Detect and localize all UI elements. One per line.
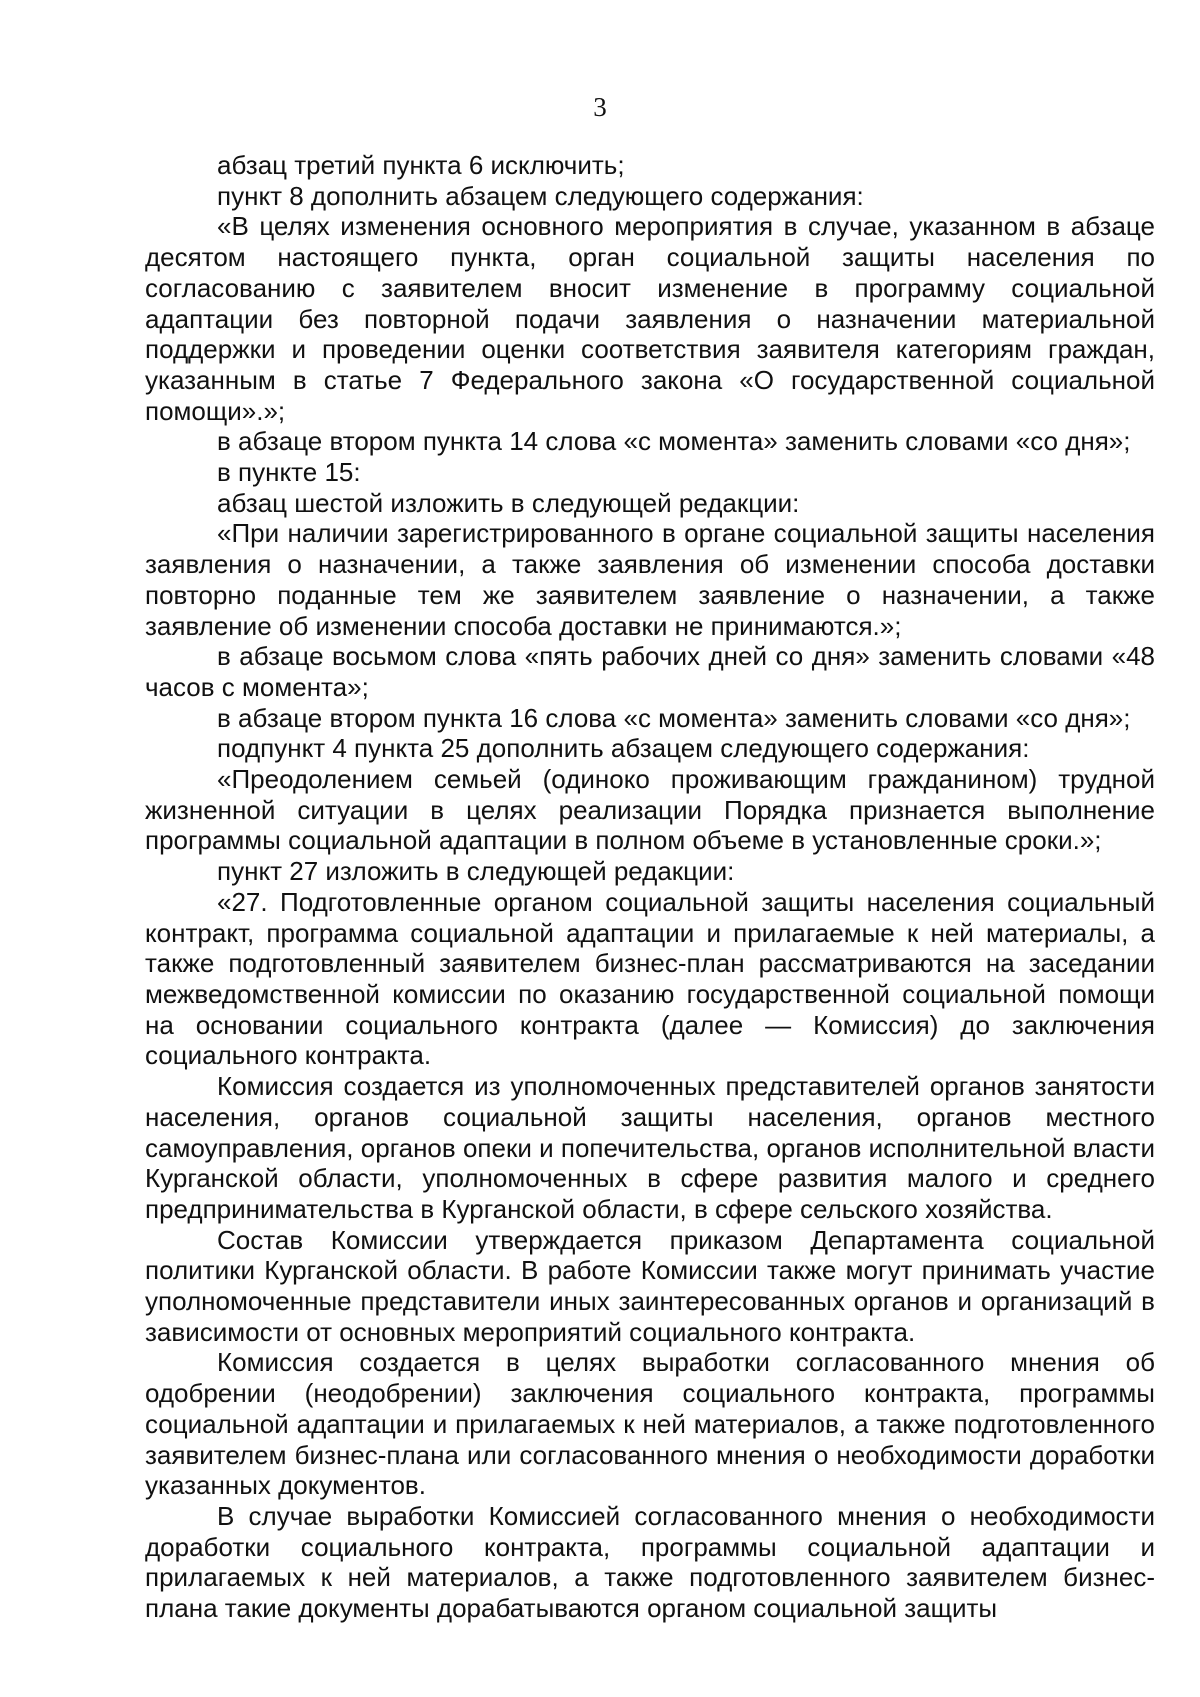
paragraph: в пункте 15: <box>217 457 361 488</box>
paragraph: в абзаце втором пункта 14 слова «с момента» заменить словами «со дня»; <box>217 426 1131 457</box>
paragraph: Комиссия создается в целях выработки согласованного мнения об одобрении (неодобрении) заключения социального контракта, программы социальной адаптации и прилагаемых к ней материалов, а также подготовленного заявителем бизнес-плана или согласованного мнения о необходимости доработки указанных документов. <box>145 1347 1155 1501</box>
paragraph: В случае выработки Комиссией согласованного мнения о необходимости доработки социального контракта, программы социальной адаптации и прилагаемых к ней материалов, а также подготовленного заявителем бизнес-плана такие документы дорабатываются органом социальной защиты <box>145 1500 1155 1624</box>
paragraph: абзац шестой изложить в следующей редакции: <box>217 487 800 518</box>
paragraph: пункт 8 дополнить абзацем следующего содержания: <box>217 180 864 211</box>
paragraph: подпункт 4 пункта 25 дополнить абзацем следующего содержания: <box>217 733 1030 764</box>
paragraph: «В целях изменения основного мероприятия в случае, указанном в абзаце десятом настоящего пункта, орган социальной защиты населения по согласованию с заявителем вносит изменение в программу социальной адаптации без повторной подачи заявления о назначении материальной поддержки и проведении оценки соответствия заявителя категориям граждан, указанным в статье 7 Федерального закона «О государственной социальной помощи».»; <box>145 211 1155 426</box>
paragraph: Состав Комиссии утверждается приказом Департамента социальной политики Курганской области. В работе Комиссии также могут принимать участие уполномоченные представители иных заинтересованных органов и организаций в зависимости от основных мероприятий социального контракта. <box>145 1224 1155 1347</box>
paragraph: «27. Подготовленные органом социальной защиты населения социальный контракт, программа социальной адаптации и прилагаемые к ней материалы, а также подготовленный заявителем бизнес-план рассматриваются на заседании межведомственной комиссии по оказанию государственной социальной помощи на основании социального контракта (далее — Комиссия) до заключения социального контракта. <box>145 886 1155 1071</box>
paragraph: пункт 27 изложить в следующей редакции: <box>217 856 735 887</box>
paragraph: «Преодолением семьей (одиноко проживающим гражданином) трудной жизненной ситуации в целях реализации Порядка признается выполнение программы социальной адаптации в полном объеме в установленные сроки.»; <box>145 764 1155 856</box>
paragraph: в абзаце восьмом слова «пять рабочих дней со дня» заменить словами «48 часов с момента»; <box>145 641 1155 702</box>
document-body <box>145 150 1155 1624</box>
paragraph: «При наличии зарегистрированного в органе социальной защиты населения заявления о назначении, а также заявления об изменении способа доставки повторно поданные тем же заявителем заявление о назначении, а также заявление об изменении способа доставки не принимаются.»; <box>145 518 1155 641</box>
paragraph: Комиссия создается из уполномоченных представителей органов занятости населения, органов социальной защиты населения, органов местного самоуправления, органов опеки и попечительства, органов исполнительной власти Курганской области, уполномоченных в сфере развития малого и среднего предпринимательства в Курганской области, в сфере сельского хозяйства. <box>145 1071 1155 1224</box>
paragraph: в абзаце втором пункта 16 слова «с момента» заменить словами «со дня»; <box>217 702 1131 733</box>
paragraph: абзац третий пункта 6 исключить; <box>217 150 625 180</box>
page-number: 3 <box>593 92 607 122</box>
